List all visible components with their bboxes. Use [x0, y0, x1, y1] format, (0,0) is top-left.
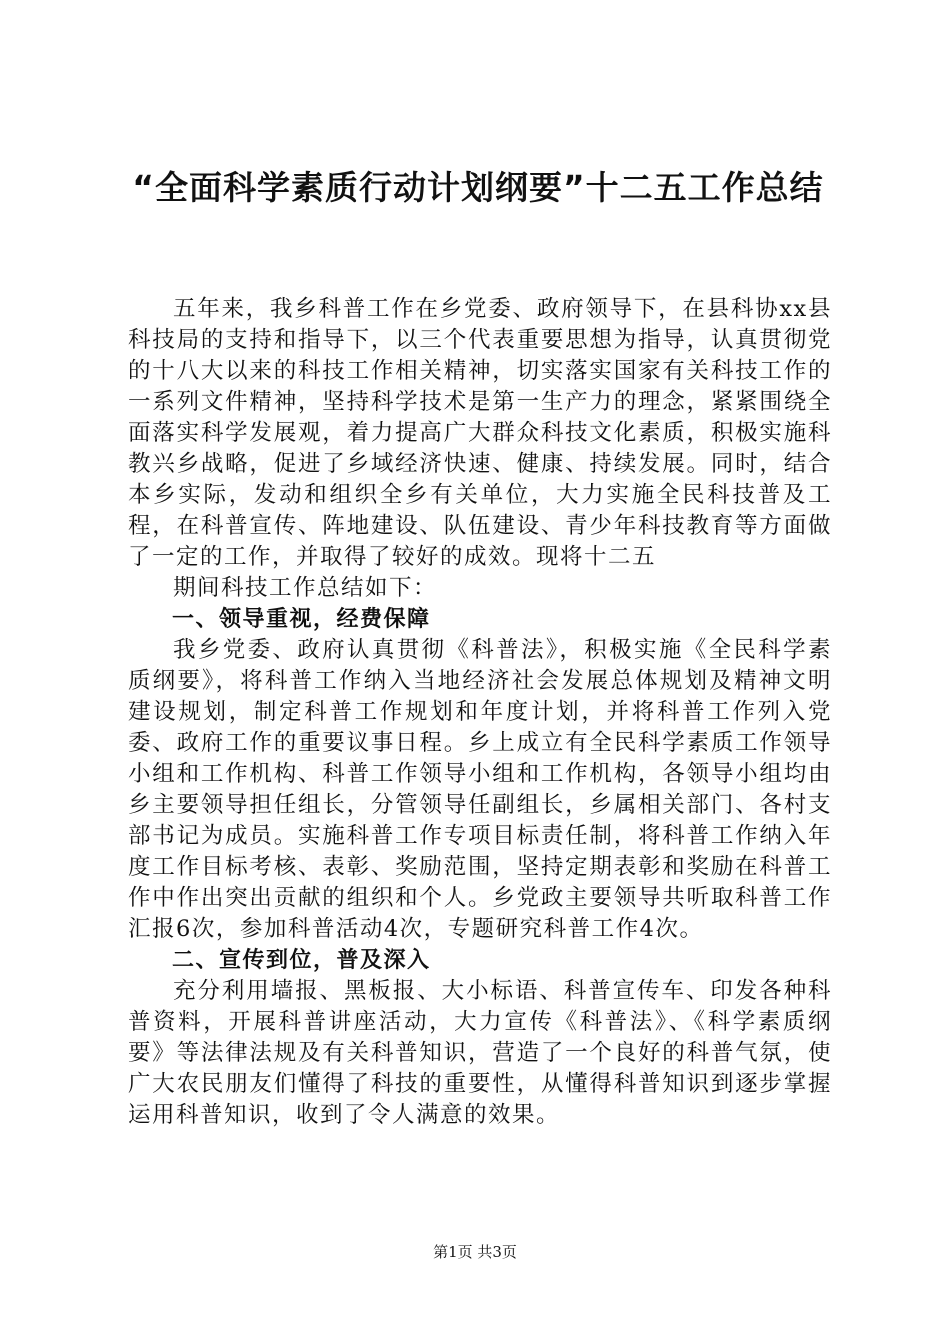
section-1-paragraph: 我乡党委、政府认真贯彻《科普法》，积极实施《全民科学素质纲要》，将科普工作纳入当地经济社会发展总体规划及精神文明建设规划，制定科普工作规划和年度计划，并将科普工作列入党委、政府工作的重要议事日程。乡上成立有全民科学素质工作领导小组和工作机构、科普工作领导小组和工作机构，各领导小组均由乡主要领导担任组长，分管领导任副组长，乡属相关部门、各村支部书记为成员。实施科普工作专项目标责任制，将科普工作纳入年度工作目标考核、表彰、奖励范围，坚持定期表彰和奖励在科普工作中作出突出贡献的组织和个人。乡党政主要领导共听取科普工作汇报6次，参加科普活动4次，专题研究科普工作4次。	[128, 637, 832, 942]
intro-continuation-paragraph: 期间科技工作总结如下：	[173, 575, 438, 601]
page-number-footer: 第1页 共3页	[433, 1243, 517, 1261]
section-heading-1: 一、领导重视，经费保障	[172, 607, 431, 632]
document-title: “全面科学素质行动计划纲要”十二五工作总结	[132, 168, 824, 207]
intro-paragraph: 五年来，我乡科普工作在乡党委、政府领导下，在县科协xx县科技局的支持和指导下，以三个代表重要思想为指导，认真贯彻党的十八大以来的科技工作相关精神，切实落实国家有关科技工作的一系列文件精神，坚持科学技术是第一生产力的理念，紧紧围绕全面落实科学发展观，着力提高广大群众科技文化素质，积极实施科教兴乡战略，促进了乡域经济快速、健康、持续发展。同时，结合本乡实际，发动和组织全乡有关单位，大力实施全民科技普及工程，在科普宣传、阵地建设、队伍建设、青少年科技教育等方面做了一定的工作，并取得了较好的成效。现将十二五	[128, 296, 832, 570]
section-2-paragraph: 充分利用墙报、黑板报、大小标语、科普宣传车、印发各种科普资料，开展科普讲座活动，大力宣传《科普法》、《科学素质纲要》等法律法规及有关科普知识，营造了一个良好的科普气氛，使广大农民朋友们懂得了科技的重要性，从懂得科普知识到逐步掌握运用科普知识，收到了令人满意的效果。	[128, 978, 832, 1128]
section-heading-2: 二、宣传到位，普及深入	[172, 948, 431, 973]
document-body	[128, 294, 832, 1131]
